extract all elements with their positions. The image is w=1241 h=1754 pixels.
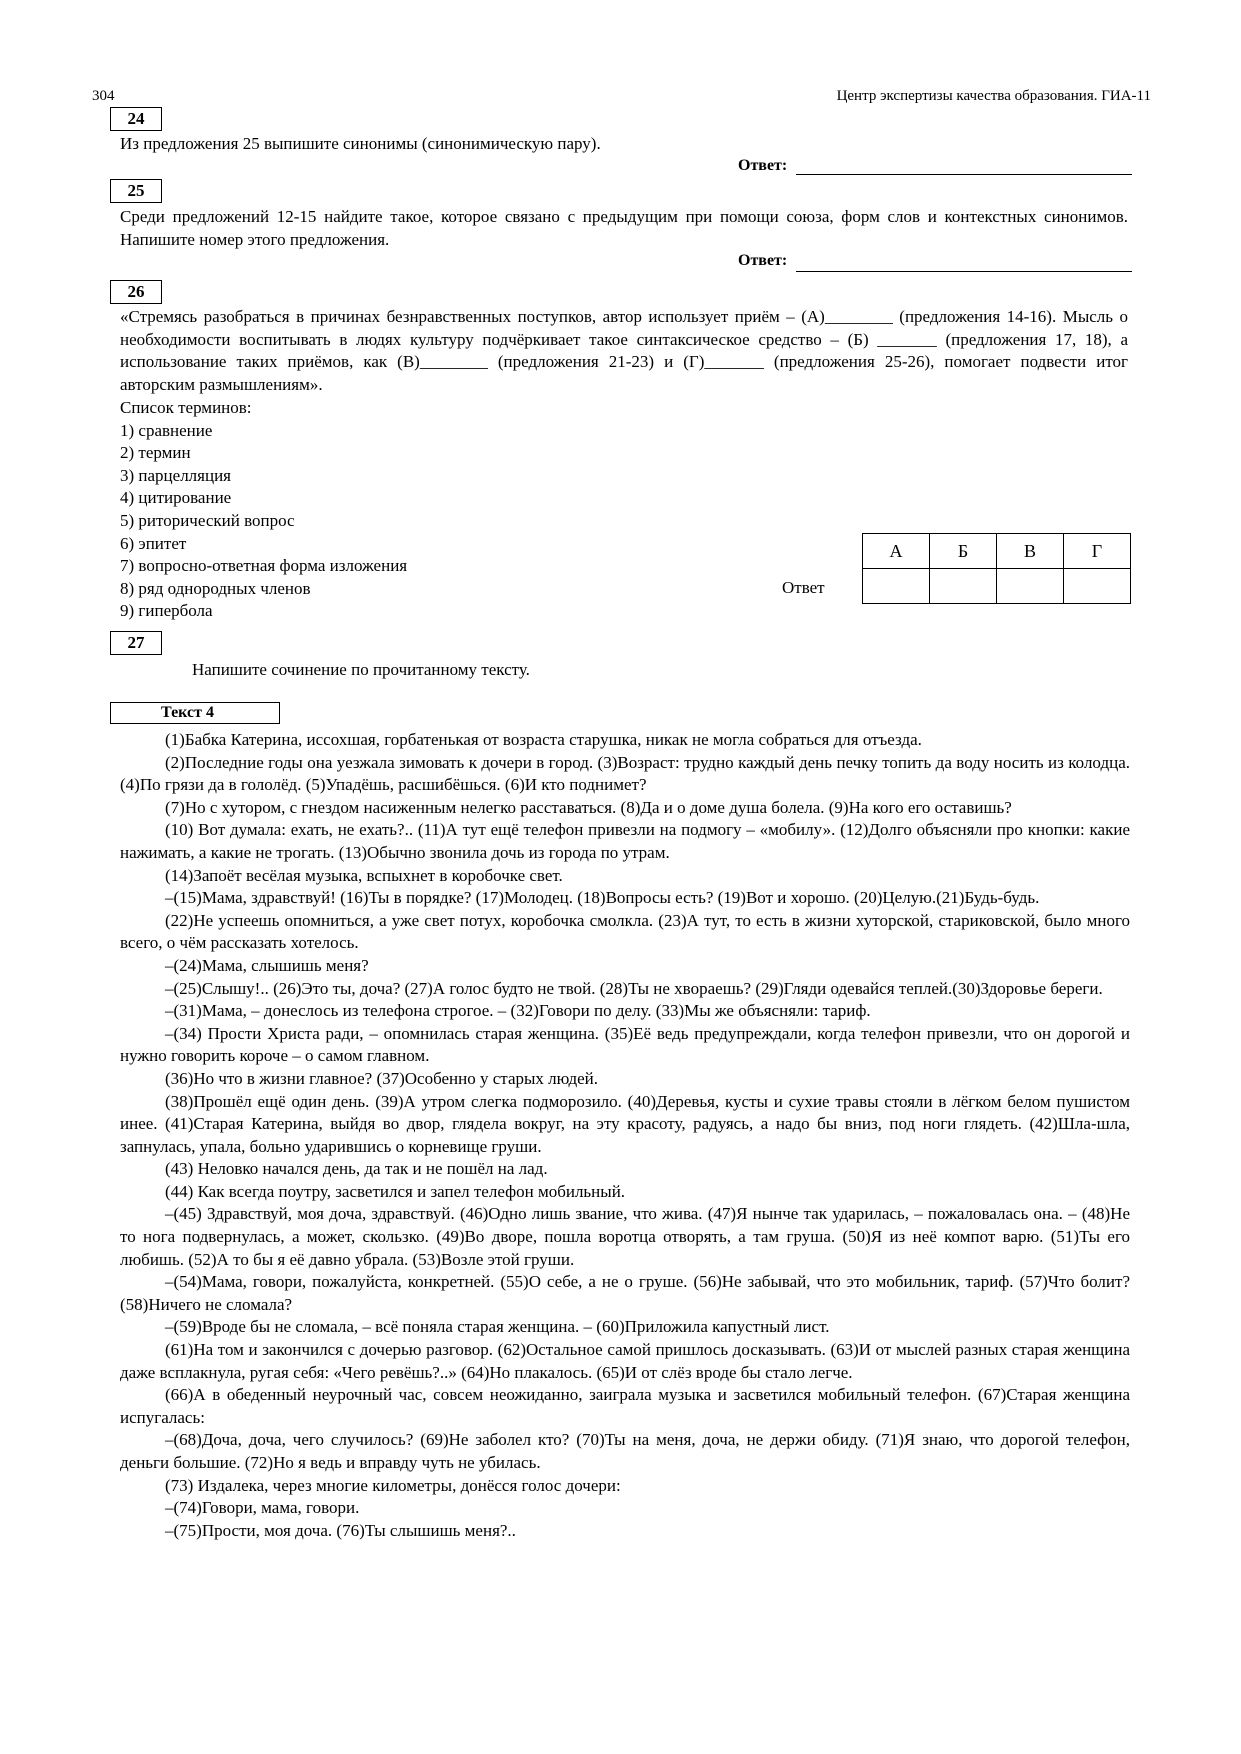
task-25-text: Среди предложений 12-15 найдите такое, которое связано с предыдущим при помощи союза, форм слов и контекстных синонимов. Напишите номер этого предложения. — [120, 207, 1128, 249]
story-paragraph: (22)Не успеешь опомниться, а уже свет потух, коробочка смолкла. (23)А тут, то есть в жизни хуторской, стариковской, было много всего, о чём рассказать хотелось. — [120, 910, 1130, 953]
story-paragraph: (1)Бабка Катерина, иссохшая, горбатенькая от возраста старушка, никак не могла собраться для отъезда. — [165, 730, 922, 749]
story-paragraph: –(31)Мама, – донеслось из телефона строгое. – (32)Говори по делу. (33)Мы же объясняли: тариф. — [165, 1001, 871, 1021]
term-item: 2) термин — [120, 443, 191, 463]
story-paragraph: (14)Запоёт весёлая музыка, вспыхнет в коробочке свет. — [165, 865, 563, 885]
grid-answer-cell-g[interactable] — [1064, 569, 1131, 604]
task-25-answer-label: Ответ: — [738, 252, 788, 269]
story-paragraph: –(68)Доча, доча, чего случилось? (69)Не заболел кто? (70)Ты на меня, доча, не держи обиду. (71)Я знаю, что дорогой телефон, деньги большие. (72)Но я ведь и вправду чуть не убилась. — [120, 1430, 1130, 1472]
task-number-24: 24 — [110, 107, 162, 131]
term-item: 1) сравнение — [120, 420, 213, 440]
task-24-answer-line[interactable] — [796, 173, 1132, 175]
grid-header-b: Б — [930, 534, 997, 569]
story-paragraph: –(59)Вроде бы не сломала, – всё поняла старая женщина. – (60)Приложила капустный лист. — [165, 1317, 830, 1337]
story-paragraph: (73) Издалека, через многие километры, донёсся голос дочери: — [165, 1475, 621, 1495]
story-paragraph: –(45) Здравствуй, моя доча, здравствуй. (46)Одно лишь звание, что жива. (47)Я нынче так ударилась, – пожаловалась она. – (48)Не то нога подвернулась, а может, скользко. (49)Во дворе, пошла воротца отворять, а там груша. (50)Я из неё компот варю. (51)Ты его любишь. (52)А то бы я её давно убрала. (53)Возле этой груши. — [120, 1204, 1130, 1269]
task-25-answer-line[interactable] — [796, 270, 1132, 272]
task-number-26: 26 — [110, 280, 162, 304]
terms-list — [120, 397, 407, 623]
story-paragraph: –(25)Слышу!.. (26)Это ты, доча? (27)А голос будто не твой. (28)Ты не хвораешь? (29)Гляди одевайся теплей.(30)Здоровье береги. — [165, 978, 1103, 998]
task-27-text: Напишите сочинение по прочитанному тексту. — [192, 660, 530, 679]
story-paragraph: (7)Но с хутором, с гнездом насиженным нелегко расставаться. (8)Да и о доме душа болела. (9)На кого его оставишь? — [165, 797, 1012, 817]
task-number-27: 27 — [110, 631, 162, 655]
term-item: 3) парцелляция — [120, 465, 231, 485]
grid-answer-cell-v[interactable] — [997, 569, 1064, 604]
term-item: 9) гипербола — [120, 601, 213, 621]
term-item: 6) эпитет — [120, 533, 187, 553]
story-paragraph: (43) Неловко начался день, да так и не пошёл на лад. — [165, 1159, 548, 1179]
story-paragraph: –(34) Прости Христа ради, – опомнилась старая женщина. (35)Её ведь предупреждали, когда телефон привезли, что он дорогой и нужно говорить короче – о самом главном. — [120, 1023, 1130, 1066]
task-number-25: 25 — [110, 179, 162, 203]
grid-answer-cell-a[interactable] — [863, 569, 930, 604]
term-item: 5) риторический вопрос — [120, 510, 295, 530]
text-title-box — [110, 702, 280, 724]
term-item: 4) цитирование — [120, 488, 232, 508]
story-paragraph: (36)Но что в жизни главное? (37)Особенно у старых людей. — [165, 1068, 599, 1088]
story-paragraph: –(15)Мама, здравствуй! (16)Ты в порядке? (17)Молодец. (18)Вопросы есть? (19)Вот и хорошо. (20)Целую.(21)Будь-будь. — [165, 888, 1040, 908]
text-title: Текст 4 — [161, 704, 214, 721]
story-paragraph: (66)А в обеденный неурочный час, совсем неожиданно, заиграла музыка и засветился мобильный телефон. (67)Старая женщина испугалась: — [120, 1385, 1130, 1427]
task-26-text: «Стремясь разобраться в причинах безнравственных поступков, автор использует приём – (А)________ (предложения 14-16). Мысль о необходимости воспитывать в людях культуру подчёркивает такое синтаксическое средство – (Б) _______ (предложения 17, 18), а использование таких приёмов, как (В)________ (предложения 21-23) и (Г)_______ (предложения 25-26), помогает подвести итог авторским размышлениям». — [120, 307, 1128, 394]
story-paragraph: (10) Вот думала: ехать, не ехать?.. (11)А тут ещё телефон привезли на подмогу – «мобилу». (12)Долго объясняли про кнопки: какие нажимать, а какие не трогать. (13)Обычно звонила дочь из города по утрам. — [120, 820, 1130, 862]
story-paragraph: –(24)Мама, слышишь меня? — [165, 955, 369, 975]
term-item: 7) вопросно-ответная форма изложения — [120, 556, 408, 576]
story-paragraph: –(75)Прости, моя доча. (76)Ты слышишь меня?.. — [165, 1520, 516, 1540]
story-paragraph: (2)Последние годы она уезжала зимовать к дочери в город. (3)Возраст: трудно каждый день печку топить да воду носить из колодца. (4)По грязи да в гололёд. (5)Упадёшь, расшибёшься. (6)И кто поднимет? — [120, 752, 1130, 795]
story-paragraph: (61)На том и закончился с дочерью разговор. (62)Остальное самой пришлось досказывать. (63)И от мыслей разных старая женщина даже всплакнула, ругая себя: «Чего ревёшь?..» (64)Но плакалось. (65)И от слёз вроде бы стало легче. — [120, 1340, 1130, 1382]
terms-title: Список терминов: — [120, 398, 252, 417]
story-paragraph: –(54)Мама, говори, пожалуйста, конкретней. (55)О себе, а не о груше. (56)Не забывай, что это мобильник, тариф. (57)Что болит? (58)Ничего не сломала? — [120, 1272, 1130, 1314]
story-text — [120, 729, 1130, 1542]
grid-header-a: А — [863, 534, 930, 569]
grid-header-v: В — [997, 534, 1064, 569]
task-24-answer-label: Ответ: — [738, 157, 788, 174]
answer-grid — [862, 533, 1131, 604]
grid-header-g: Г — [1064, 534, 1131, 569]
grid-answer-cell-b[interactable] — [930, 569, 997, 604]
page-number: 304 — [92, 88, 115, 104]
story-paragraph: –(74)Говори, мама, говори. — [165, 1498, 360, 1518]
task-26-answer-label: Ответ — [782, 578, 825, 597]
running-title: Центр экспертизы качества образования. ГИА-11 — [836, 88, 1151, 104]
story-paragraph: (38)Прошёл ещё один день. (39)А утром слегка подморозило. (40)Деревья, кусты и сухие травы стояли в лёгком белом пушистом инее. (41)Старая Катерина, выйдя во двор, глядела вокруг, на эту красоту, радуясь, а надо бы вниз, под ноги глядеть. (42)Шла-шла, запнулась, упала, больно ударившись о корневище груши. — [120, 1091, 1130, 1156]
story-paragraph: (44) Как всегда поутру, засветился и запел телефон мобильный. — [165, 1181, 626, 1201]
task-24-text: Из предложения 25 выпишите синонимы (синонимическую пару). — [120, 134, 601, 153]
term-item: 8) ряд однородных членов — [120, 578, 311, 598]
